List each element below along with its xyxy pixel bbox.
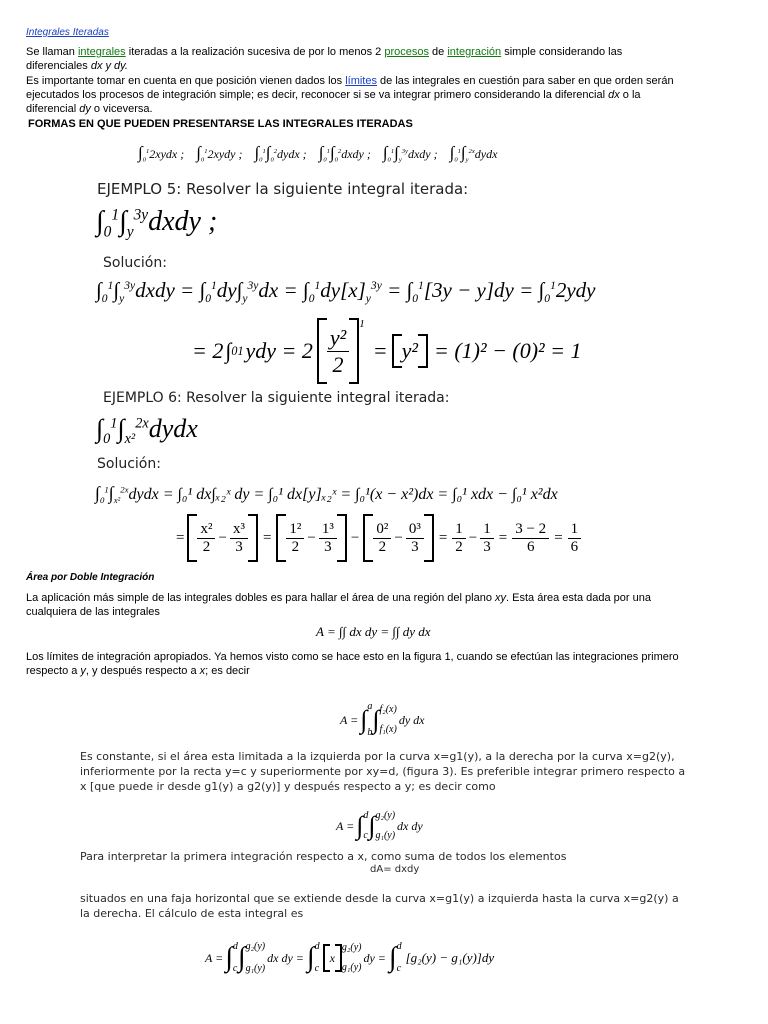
- link-limites[interactable]: límites: [345, 75, 377, 87]
- text: dx: [608, 89, 620, 101]
- ejemplo6-line1: $\int_0^1\int_{x^2}^{2x}dydx = \int_0^1$ dx∫ₓ₂ˣ dy = ∫₀¹ dx[y]ₓ₂ˣ = ∫₀¹(x − x²)dx = ∫₀¹ xdx − ∫₀¹ x²dx: [95, 483, 558, 506]
- intro-paragraph-1: [26, 45, 726, 73]
- ejemplo6-solucion-label: Solución:: [97, 456, 161, 472]
- integral-form-5: $\int_0^1\int_y^{3y}dxdy$ ;: [382, 143, 438, 164]
- text: dx y dy.: [90, 60, 128, 72]
- ejemplo6-line2: = $\frac{\text{x²}}{2}$ − $\frac{\text{x³}}{3}$ = $\frac{\text{1²}}{2}$ − $\frac{\text{1³}}{3}$ − $\frac{\text{0²}}{2}$ − $\frac{\text{0³}}{3}$ = $\frac{1}{2}$ − $\frac{1}{3}$ = $\frac{3 - 2}{6}$ = $\frac{1}{6}$: [176, 514, 581, 562]
- text: o viceversa.: [90, 103, 153, 115]
- text: diferenciales: [26, 60, 91, 72]
- page-title[interactable]: [26, 26, 109, 40]
- formas-integrals-row: [138, 143, 497, 163]
- intro-paragraph-2: [26, 74, 756, 116]
- ejemplo6-integral: $\int_0^1\int_{x^2}^{2x}dydx$: [96, 414, 198, 448]
- text: ejecutados los procesos de integración simple; es decir, reconocer si se va integrar primero considerando la diferencial: [26, 89, 609, 101]
- integral-form-1: $\int_0^12xydx$ ;: [138, 143, 185, 164]
- text: iteradas a la realización sucesiva de por lo menos 2: [125, 46, 385, 58]
- area-equation-1: A = ∫∫ dx dy = ∫∫ dy dx: [316, 624, 431, 639]
- integral-form-6: $\int_0^1\int_y^{2x}dydx$: [449, 143, 498, 164]
- area-equation-2: A = ∫ a b ∫ f₂(x) f₁(x) dy dx: [340, 701, 425, 738]
- title-link[interactable]: Integrales Iteradas: [26, 27, 109, 38]
- link-integrales[interactable]: integrales: [77, 46, 126, 58]
- area-paragraph-2: Los límites de integración apropiados. Ya hemos visto como se hace esto en la figura 1, cuando se efectúan las integraciones primero respecto a y, y después respecto a x; es decir: [26, 651, 679, 677]
- integral-form-4: $\int_0^1\int_0^2dxdy$ ;: [318, 143, 371, 164]
- area-paragraph-1: La aplicación más simple de las integrales dobles es para hallar el área de una región del plano xy. Esta área esta dada por una cualquiera de las integrales: [26, 592, 651, 618]
- text: simple considerando las: [501, 46, 623, 58]
- area-equation-3: A = ∫ d c ∫ g₂(y) g₁(y) dx dy: [336, 810, 423, 841]
- link-integracion[interactable]: integración: [447, 46, 502, 58]
- text: Es importante tomar en cuenta en que posición vienen dados los: [26, 75, 346, 87]
- text: Se llaman: [26, 46, 78, 58]
- fraction-denominator: 2: [332, 351, 344, 377]
- text: de las integrales en cuestión para saber en que orden serán: [376, 75, 674, 87]
- ejemplo5-line1: $\int_0^1\int_y^{3y}dxdy = \int_0^1dy\int_y^{3y}dx = \int_0^1dy[x]_y^{3y} = \int_0^1[3y - y]dy = \int_0^12ydy$: [96, 278, 596, 306]
- fraction-numerator: y²: [327, 325, 349, 352]
- text: dy: [79, 103, 91, 115]
- text: o la: [619, 89, 641, 101]
- formas-heading: FORMAS EN QUE PUEDEN PRESENTARSE LAS INTEGRALES ITERADAS: [28, 118, 413, 130]
- scan-paragraph-1: Es constante, si el área esta limitada a la izquierda por la curva x=g1(y), a la derecha por la curva x=g2(y), inferiormente por la recta y=c y superiormente por xy=d, (figura 3). Es preferible integrar primero respecto a x [que puede ir desde g1(y) a g2(y)] y después respecto a y; es decir como: [80, 750, 686, 793]
- ejemplo5-solucion-label: Solución:: [103, 255, 167, 271]
- text: de: [428, 46, 448, 58]
- area-heading: Área por Doble Integración: [26, 572, 155, 583]
- ejemplo5-integral: $\int_0^1\int_y^{3y}dxdy$ ;: [96, 206, 218, 241]
- ejemplo6-title: EJEMPLO 6: Resolver la siguiente integral iterada:: [103, 390, 450, 406]
- integral-form-3: $\int_0^1\int_0^2dydx$ ;: [254, 143, 307, 164]
- link-procesos[interactable]: procesos: [384, 46, 429, 58]
- text: diferencial: [26, 103, 80, 115]
- scan-paragraph-3: situados en una faja horizontal que se extiende desde la curva x=g1(y) a izquierda hasta la curva x=g2(y) a la derecha. El cálculo de esta integral es: [80, 892, 679, 920]
- ejemplo5-line2: = 2 ∫ 0 1 ydy = 2 $\frac{\text{y²}}{2}$ 1 = y² = (1)² − (0)² = 1: [192, 318, 582, 384]
- integral-form-2: $\int_0^12xydy$ ;: [196, 143, 243, 164]
- area-equation-4: A = ∫ d c ∫ g₂(y) g₁(y) dx dy = ∫ d c x g₂(y) g₁(y) dy = ∫ d c [g₂(y) − g₁(y)]dy: [205, 941, 495, 974]
- scan-paragraph-2: Para interpretar la primera integración respecto a x, como suma de todos los elementos dA= dxdy: [80, 850, 567, 875]
- ejemplo5-title: EJEMPLO 5: Resolver la siguiente integral iterada:: [97, 180, 469, 198]
